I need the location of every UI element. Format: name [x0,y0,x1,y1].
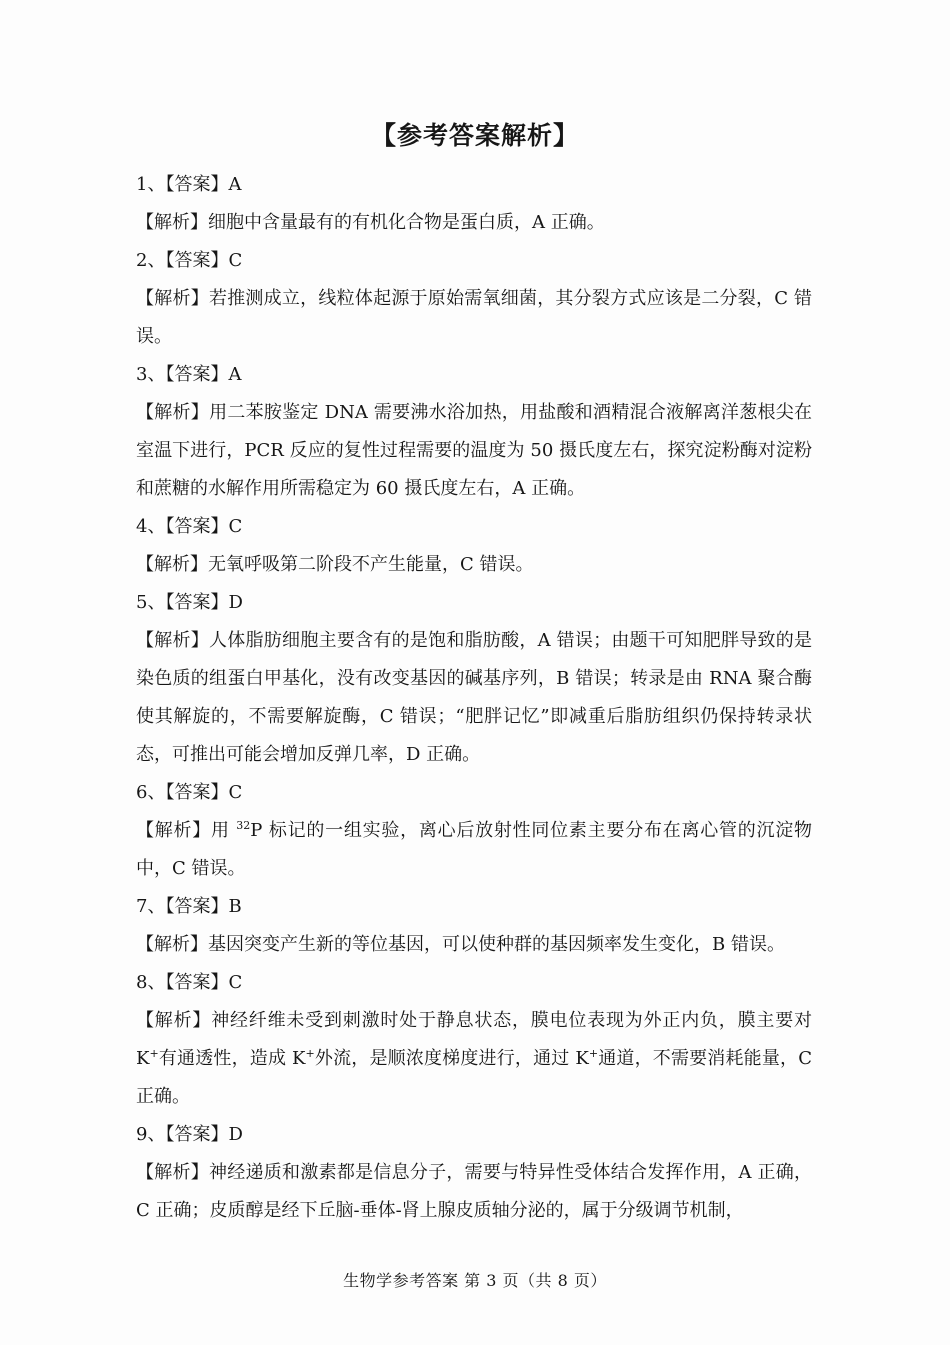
answer-2: 2、【答案】C [136,250,243,271]
analysis-label: 【解析】 [136,630,210,651]
analysis-text: 用二苯胺鉴定 DNA 需要沸水浴加热，用盐酸和酒精混合液解离洋葱根尖在室温下进行，PCR 反应的复性过程需要的温度为 50 摄氏度左右，探究淀粉酶对淀粉和蔗糖的水解作用所需稳定为 60 摄氏度左右，A 正确。 [136,402,813,499]
isotope-superscript: 32 [236,819,251,832]
answer-3: 3、【答案】A [136,364,242,385]
answer-7: 7、【答案】B [136,896,242,917]
analysis-2 [136,280,812,356]
analysis-6 [136,812,812,888]
analysis-text: P 标记的一组实验，离心后放射性同位素主要分布在离心管的沉淀物中，C 错误。 [136,820,812,879]
ion-charge-superscript: + [149,1047,159,1060]
answer-list [136,166,812,1230]
answer-9: 9、【答案】D [136,1124,243,1145]
answer-1: 1、【答案】A [136,174,242,195]
answer-6: 6、【答案】C [136,782,243,803]
analysis-text: 细胞中含量最有的有机化合物是蛋白质，A 正确。 [208,212,605,233]
analysis-9 [136,1154,812,1230]
analysis-5 [136,622,812,774]
analysis-text: 无氧呼吸第二阶段不产生能量，C 错误。 [208,554,534,575]
analysis-text-pre: 用 [211,820,237,841]
analysis-text: 神经递质和激素都是信息分子，需要与特异性受体结合发挥作用，A 正确，C 正确；皮质醇是经下丘脑-垂体-肾上腺皮质轴分泌的，属于分级调节机制， [136,1162,812,1221]
analysis-4 [136,546,812,584]
analysis-text: 基因突变产生新的等位基因，可以使种群的基因频率发生变化，B 错误。 [208,934,785,955]
analysis-label: 【解析】 [136,820,212,841]
analysis-label: 【解析】 [136,212,208,233]
analysis-label: 【解析】 [136,1162,210,1183]
analysis-7 [136,926,812,964]
page-footer: 生物学参考答案 第 3 页（共 8 页） [343,1271,607,1290]
answer-5: 5、【答案】D [136,592,243,613]
analysis-8 [136,1002,812,1116]
analysis-text: 人体脂肪细胞主要含有的是饱和脂肪酸，A 错误；由题干可知肥胖导致的是染色质的组蛋白甲基化，没有改变基因的碱基序列，B 错误；转录是由 RNA 聚合酶使其解旋的，不需要解旋酶，C 错误；“肥胖记忆”即减重后脂肪组织仍保持转录状态，可推出可能会增加反弹几率，D 正确。 [136,630,812,765]
analysis-text-part-4: 通道，不需要消耗能量，C 正确。 [136,1048,812,1107]
analysis-label: 【解析】 [136,554,208,575]
answer-4: 4、【答案】C [136,516,243,537]
analysis-text-part-2: 有通透性，造成 K [158,1048,306,1069]
analysis-3 [136,394,812,508]
analysis-text-part-3: 外流，是顺浓度梯度进行，通过 K [314,1048,589,1069]
page-title: 【参考答案解析】 [370,121,579,150]
analysis-label: 【解析】 [136,934,208,955]
analysis-label: 【解析】 [136,402,210,423]
answer-8: 8、【答案】C [136,972,243,993]
ion-charge-superscript: + [305,1047,315,1060]
analysis-label: 【解析】 [136,288,209,309]
analysis-text: 若推测成立，线粒体起源于原始需氧细菌，其分裂方式应该是二分裂，C 错误。 [136,288,812,347]
analysis-1 [136,204,812,242]
analysis-text-part-1: 神经纤维未受到刺激时处于静息状态，膜电位表现为外正内负，膜主要对 K [136,1010,812,1069]
ion-charge-superscript: + [588,1047,599,1060]
analysis-label: 【解析】 [136,1010,212,1031]
